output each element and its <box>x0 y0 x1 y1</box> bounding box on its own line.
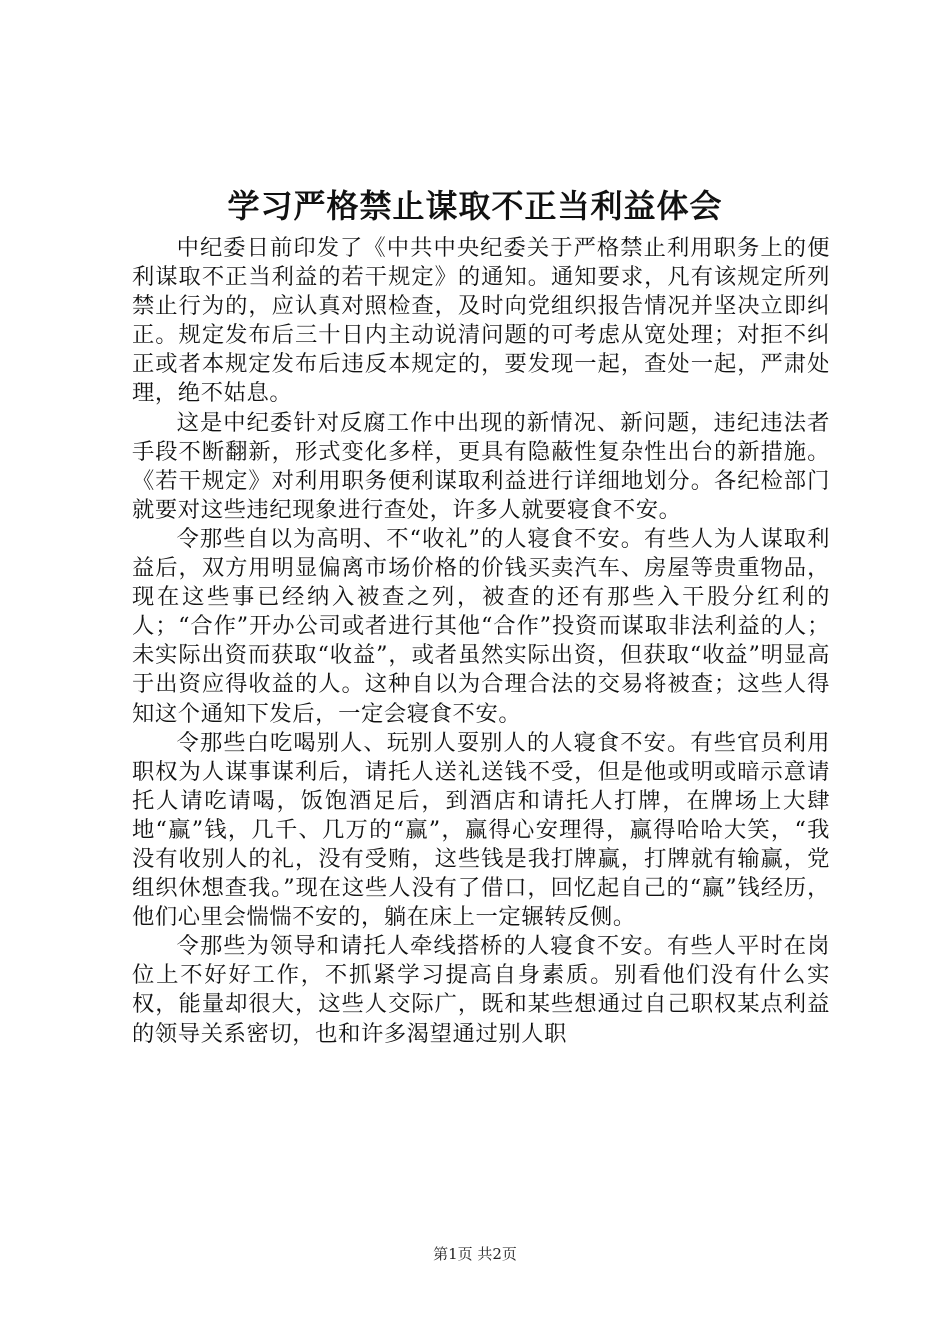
paragraph: 令那些白吃喝别人、玩别人耍别人的人寝食不安。有些官员利用职权为人谋事谋利后，请托人送礼送钱不受，但是他或明或暗示意请托人请吃请喝，饭饱酒足后，到酒店和请托人打牌，在牌场上大肆地“赢”钱，几千、几万的“赢”，赢得心安理得，赢得哈哈大笑，“我没有收别人的礼，没有受贿，这些钱是我打牌赢，打牌就有输赢，党组织休想查我。”现在这些人没有了借口，回忆起自己的“赢”钱经历，他们心里会惴惴不安的，躺在床上一定辗转反侧。 <box>132 729 830 931</box>
document-title: 学习严格禁止谋取不正当利益体会 <box>227 187 723 225</box>
paragraph: 这是中纪委针对反腐工作中出现的新情况、新问题，违纪违法者手段不断翻新，形式变化多样，更具有隐蔽性复杂性出台的新措施。《若干规定》对利用职务便利谋取利益进行详细地划分。各纪检部门就要对这些违纪现象进行查处，许多人就要寝食不安。 <box>132 409 830 523</box>
paragraph: 中纪委日前印发了《中共中央纪委关于严格禁止利用职务上的便利谋取不正当利益的若干规定》的通知。通知要求，凡有该规定所列禁止行为的，应认真对照检查，及时向党组织报告情况并坚决立即纠正。规定发布后三十日内主动说清问题的可考虑从宽处理；对拒不纠正或者本规定发布后违反本规定的，要发现一起，查处一起，严肃处理，绝不姑息。 <box>132 235 830 407</box>
paragraph: 令那些为领导和请托人牵线搭桥的人寝食不安。有些人平时在岗位上不好好工作，不抓紧学习提高自身素质。别看他们没有什么实权，能量却很大，这些人交际广，既和某些想通过自己职权某点利益的领导关系密切，也和许多渴望通过别人职 <box>132 933 830 1047</box>
page-number-footer: 第1页 共2页 <box>433 1245 517 1263</box>
paragraph: 令那些自以为高明、不“收礼”的人寝食不安。有些人为人谋取利益后，双方用明显偏离市场价格的价钱买卖汽车、房屋等贵重物品，现在这些事已经纳入被查之列，被查的还有那些入干股分红利的人；“合作”开办公司或者进行其他“合作”投资而谋取非法利益的人；未实际出资而获取“收益”，或者虽然实际出资，但获取“收益”明显高于出资应得收益的人。这种自以为合理合法的交易将被查；这些人得知这个通知下发后，一定会寝食不安。 <box>132 525 830 727</box>
document-body <box>132 234 830 1049</box>
